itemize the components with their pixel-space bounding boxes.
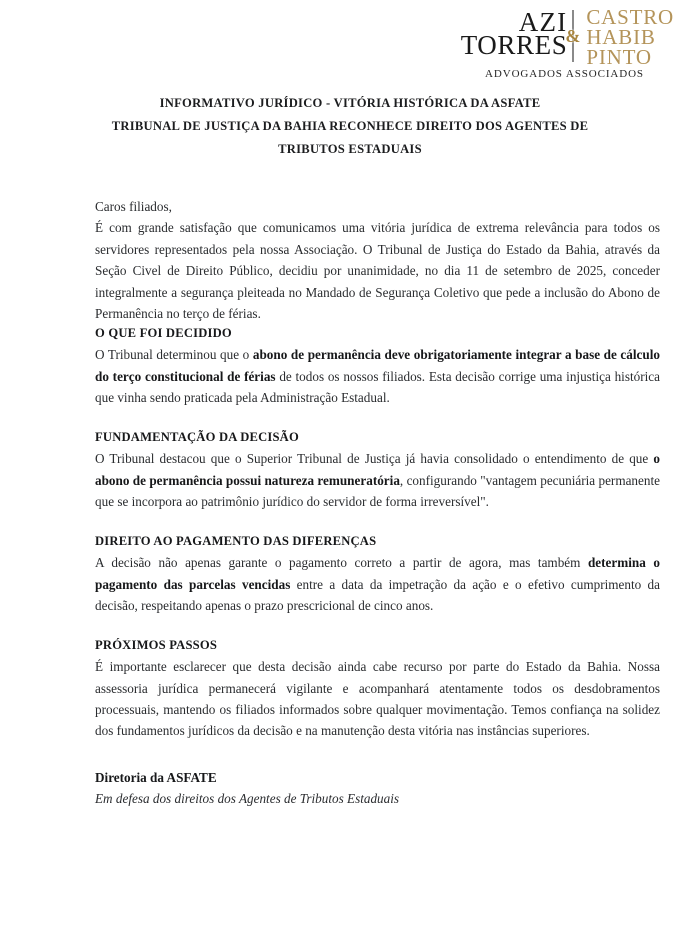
letterhead-logo — [429, 6, 674, 80]
page-title — [95, 92, 605, 161]
document-body — [95, 196, 660, 809]
signature-name: Diretoria da ASFATE — [95, 769, 217, 785]
document-section — [95, 532, 660, 616]
signature-tagline: Em defesa dos direitos dos Agentes de Tributos Estaduais — [95, 790, 400, 806]
emphasis-text: determina o pagamento das parcelas vencidas — [95, 555, 660, 592]
logo-line-castro: CASTRO — [586, 5, 674, 29]
logo-subtitle: ADVOGADOS ASSOCIADOS — [485, 67, 644, 80]
emphasis-text: o abono de permanência possui natureza remuneratória — [95, 451, 660, 488]
sections-container — [95, 324, 660, 741]
logo-firm-name-dark — [461, 6, 568, 58]
section-paragraph — [95, 448, 660, 512]
document-section — [95, 428, 660, 512]
section-paragraph — [95, 656, 660, 742]
section-heading: DIREITO AO PAGAMENTO DAS DIFERENÇAS — [95, 534, 377, 549]
document-section — [95, 324, 660, 408]
body-text: entre a data da impetração da ação e o efetivo cumprimento da decisão, respeitando apenas o prazo prescricional de cinco anos. — [95, 576, 660, 613]
body-text: O Tribunal destacou que o Superior Tribunal de Justiça já havia consolidado o entendimento de que — [95, 451, 654, 467]
logo-line-torres: TORRES — [460, 29, 568, 60]
logo-line-pinto: PINTO — [586, 44, 652, 69]
title-line-3: TRIBUTOS ESTADUAIS — [278, 141, 422, 156]
logo-line-azi: AZI — [518, 7, 568, 37]
logo-firm-name-gold — [581, 6, 674, 68]
body-text: É importante esclarecer que desta decisão ainda cabe recurso por parte do Estado da Bahia. Nossa assessoria jurídica permanecerá vigilante e acompanhará atentamente todos os desdobramentos processuais, mantendo os filiados informados sobre qualquer movimentação. Temos confiança na solidez dos fundamentos jurídicos da decisão e na manutenção desta vitória nas instâncias superiores. — [95, 659, 660, 739]
body-text: A decisão não apenas garante o pagamento correto a partir de agora, mas também — [95, 555, 588, 571]
body-text: O Tribunal determinou que o — [95, 347, 253, 363]
logo-line-habib: HABIB — [586, 24, 656, 49]
section-heading: O QUE FOI DECIDIDO — [95, 326, 232, 341]
title-line-1: INFORMATIVO JURÍDICO - VITÓRIA HISTÓRICA DA ASFATE — [159, 96, 541, 110]
title-line-2: TRIBUNAL DE JUSTIÇA DA BAHIA RECONHECE DIREITO DOS AGENTES DE — [111, 118, 589, 133]
logo-wordmark — [429, 6, 674, 68]
intro-paragraph: É com grande satisfação que comunicamos uma vitória jurídica de extrema relevância para todos os servidores representados pela nossa Associação. O Tribunal de Justiça do Estado da Bahia, através da Seção Civel de Direito Público, decidiu por unanimidade, no dia 11 de setembro de 2025, conceder integralmente a segurança pleiteada no Mandado de Segurança Coletivo que pede a inclusão do Abono de Permanência no terço de férias. — [95, 220, 660, 321]
ampersand-icon: & — [565, 26, 581, 46]
salutation: Caros filiados, — [95, 199, 172, 214]
body-text: , configurando "vantagem pecuniária permanente que se incorpora ao patrimônio jurídico do servidor de forma irreversível". — [95, 472, 660, 509]
body-text: de todos os nossos filiados. Esta decisão corrige uma injustiça histórica que vinha sendo praticada pela Administração Estadual. — [95, 368, 661, 405]
section-heading: PRÓXIMOS PASSOS — [95, 638, 218, 653]
section-heading: FUNDAMENTAÇÃO DA DECISÃO — [95, 430, 299, 445]
section-paragraph — [95, 552, 660, 616]
logo-divider-group — [567, 6, 581, 68]
document-section — [95, 636, 660, 741]
signature-block — [95, 767, 660, 809]
section-paragraph — [95, 344, 660, 408]
emphasis-text: abono de permanência deve obrigatoriamente integrar a base de cálculo do terço constitucional de férias — [95, 347, 660, 384]
